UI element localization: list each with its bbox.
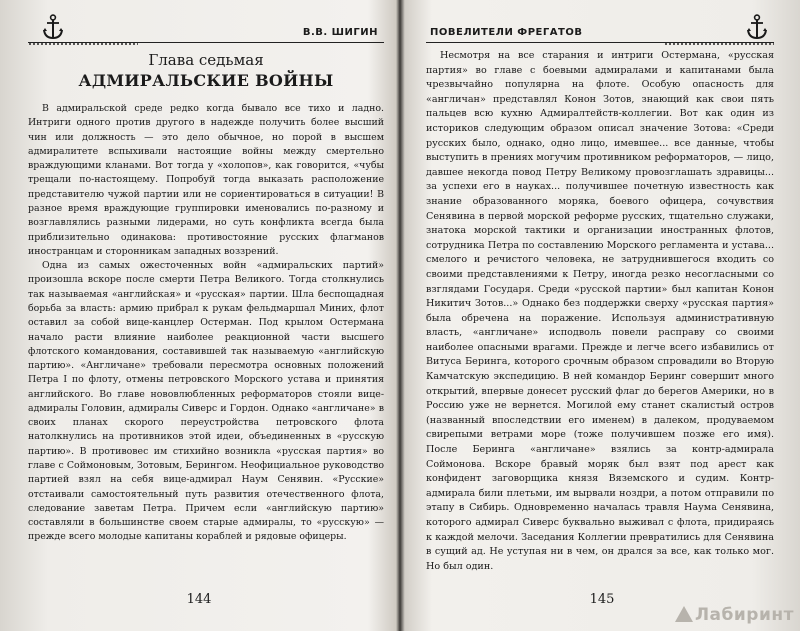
page-number: 145 [589, 592, 615, 607]
chapter-label: Глава седьмая [148, 51, 264, 69]
header-ornament [28, 42, 138, 46]
right-page-header [426, 10, 774, 43]
left-page [0, 0, 398, 631]
paragraph: В адмиральской среде редко когда бывало все тихо и ладно. Интриги одного против другого в надежде получить более высший чин или должность — это дело обычное, но порой в высшем адмиралитете вспыхивали настоящие войны между смертельно враждующими кланами. Вот тогда у «холопов», как говорится, «чубы трещали по-настоящему. Попробуй тогда выказать расположение представителю чужой партии или не сориентироваться в ситуации! В разное время враждующие группировки именовались по-разному и возглавлялись разными лидерами, но суть конфликта всегда была приблизительно одинакова: противостояние русских флагманов иностранцам и сторонникам западных воззрений. [28, 103, 384, 257]
anchor-icon [42, 14, 64, 40]
left-body-text [28, 102, 384, 545]
labyrinth-logo-icon [675, 606, 693, 622]
right-page [404, 0, 800, 631]
running-head: В.В. ШИГИН [302, 27, 378, 38]
publisher-watermark [675, 605, 794, 625]
paragraph: Одна из самых ожесточенных войн «адмиральских партий» произошла вскоре после смерти Петра Великого. Тогда столкнулись так называемая «английская» и «русская» партии. Шла беспощадная борьба за власть: армию прибрал к рукам фельдмаршал Миних, флот оставил за собой вице-канцлер Остерман. Под крылом Остермана начало расти влияние наиболее реакционной части высшего флотского командования, составившей так называемую «английскую партию». «Англичане» требовали пересмотра основных положений Петра I по флоту, отмены петровского Морского устава и принятия английского. Во главе нововлюбленных реформаторов стояли вице-адмиралы Головин, адмиралы Сиверс и Гордон. Однако «англичане» в своих планах скорого переустройства петровского флота натолкнулись на противников этой идеи, объединенных в «русскую партию». В противовес им стихийно возникла «русская партия» во главе с Соймоновым, Зотовым, Берингом. Неофициальное руководство партией взял на себя вице-адмирал Наум Сенявин. «Русские» отстаивали самостоятельный путь развития отечественного флота, следование заветам Петра. Причем если «английскую партию» составляли в большинстве своем старые адмиралы, то «русскую» — прежде всего молодые капитаны кораблей и рядовые офицеры. [28, 260, 384, 543]
running-head: ПОВЕЛИТЕЛИ ФРЕГАТОВ [430, 27, 583, 38]
anchor-icon [746, 14, 768, 40]
right-body-text [426, 49, 774, 574]
chapter-title: АДМИРАЛЬСКИЕ ВОЙНЫ [78, 71, 334, 90]
publisher-logo-text: Лабиринт [694, 605, 794, 625]
left-page-header [28, 10, 384, 43]
paragraph: Несмотря на все старания и интриги Остермана, «русская партия» во главе с боевыми адмиралами и капитанами была чрезвычайно популярна на флоте. Особую опасность для «англичан» представлял Конон Зотов, знающий как свои пять пальцев всю кухню Адмиралтейств-коллегии. Вот как один из историков следующим образом описал значение Зотова: «Среди русских было, однако, одно лицо, имевшее... все данные, чтобы выступить в прениях могучим противником реформаторов, — лицо, давшее некогда повод Петру Великому провозглашать здравицы... за успехи его в науках... получившее почетную известность как знание образованного моряка, боевого офицера, сочувствия Сенявина в первой морской реформе русских, тщательно служаки, знатока морской тактики и организации иностранных флотов, сотрудника Петра по составлению Морского регламента и устава... смелого и речистого человека, не затруднившегося входить со своими представлениями к Петру, иногда резко несогласными со взглядами Государя. Среди «русской партии» был капитан Конон Никитич Зотов...» Однако без поддержки сверху «русская партия» была обречена на поражение. Используя административную власть, «англичане» исподволь повели расправу со своими наиболее опасными врагами. Прежде и легче всего избавились от Витуса Беринга, которого срочным образом спровадили во Вторую Камчатскую экспедицию. В ней командор Беринг совершит много открытий, впервые донесет русский флаг до берегов Америки, но в Россию уже не вернется. Могилой ему станет скалистый остров (названный впоследствии его именем) в далеком, продуваемом свирепыми ветрами море (тоже получившем позже его имя). После Беринга «англичане» взялись за контр-адмирала Соймонова. Вскоре бравый моряк был взят под арест как конфидент заговорщика князя Вяземского и судим. Контр-адмирала били плетьми, им вырвали ноздри, а потом отправили по этапу в Сибирь. Одновременно началась травля Наума Сенявина, которого адмирал Сиверс буквально выживал с флота, придираясь к каждой мелочи. Заседания Коллегии превратились для Сенявина в сущий ад. Не уступая ни в чем, он дрался за все, как только мог. Но был один. [426, 50, 774, 572]
page-number: 144 [186, 592, 212, 607]
header-ornament [664, 42, 774, 46]
